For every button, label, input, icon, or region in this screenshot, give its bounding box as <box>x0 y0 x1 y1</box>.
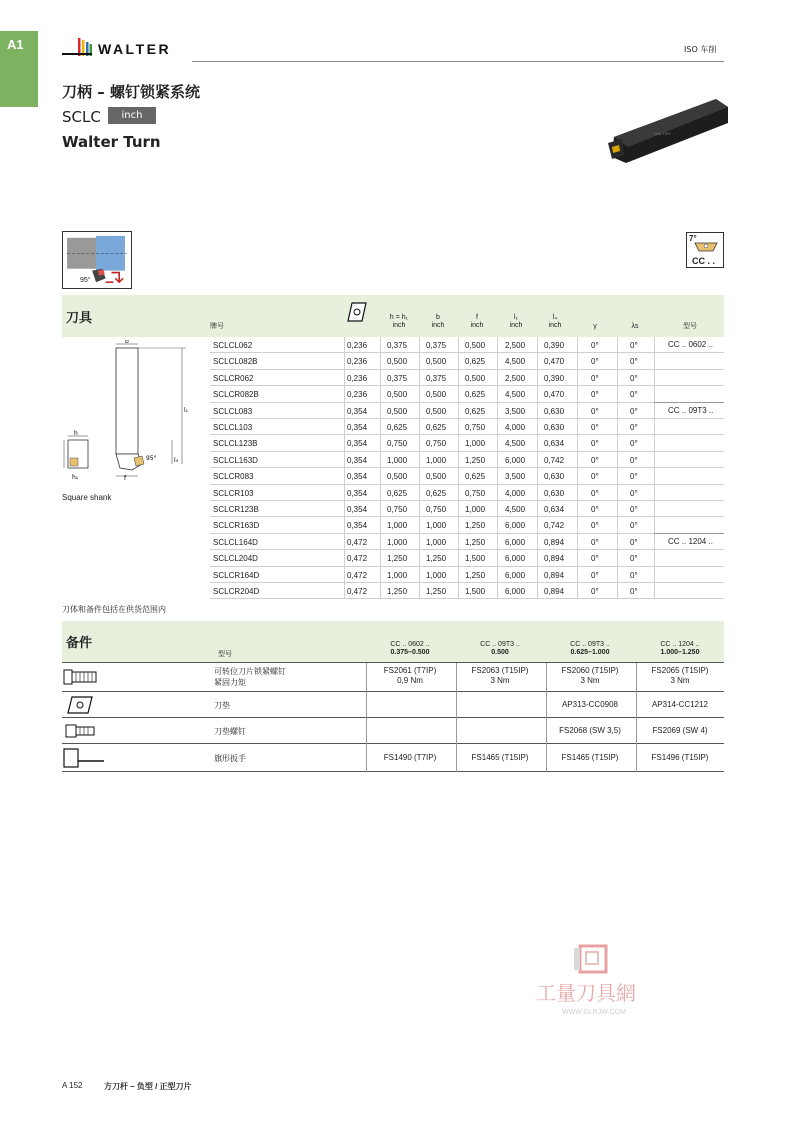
column-divider <box>456 692 457 718</box>
value-cell: 4,500 <box>505 390 526 400</box>
value-cell: 6,000 <box>505 554 526 564</box>
header-divider <box>192 61 724 62</box>
dim-h1-label: h₁ <box>72 474 79 480</box>
part-number-cell <box>546 726 634 736</box>
value-cell: 4,500 <box>505 505 526 514</box>
column-divider <box>366 662 367 692</box>
value-cell: 1,000 <box>387 455 408 465</box>
table-row <box>210 452 724 468</box>
value-cell: 0° <box>630 587 638 596</box>
value-cell: 1,000 <box>426 455 447 465</box>
value-cell: 0,625 <box>465 406 486 416</box>
value-cell: 0,894 <box>544 537 565 547</box>
column-divider <box>456 662 457 692</box>
col-header-lambda: λs <box>631 323 639 330</box>
value-cell: 0,625 <box>465 472 486 482</box>
value-cell: 0° <box>630 570 638 580</box>
part-name <box>214 666 286 688</box>
col-header-l1: l₁ inch <box>509 314 523 329</box>
value-cell: 0,625 <box>465 390 486 400</box>
value-cell: 0° <box>630 423 638 432</box>
value-cell: 0° <box>630 505 638 514</box>
value-cell: 0,354 <box>347 521 368 531</box>
page-number: A 152 <box>62 1081 83 1090</box>
dim-b-label: b <box>125 340 129 345</box>
value-cell: 1,250 <box>387 554 408 564</box>
value-cell: 0° <box>630 341 638 350</box>
value-cell: 1,000 <box>465 505 486 514</box>
value-cell: 0° <box>591 455 599 465</box>
group-divider <box>654 533 724 534</box>
insert-type-group: CC .. 1204 .. <box>668 536 713 546</box>
grade-cell: SCLCL204D <box>213 554 258 564</box>
value-cell: 0,375 <box>387 341 408 350</box>
col-header-type: 型号 <box>683 323 697 330</box>
tools-section-label: 刀具 <box>66 311 93 326</box>
part-number: AP314-CC1212 <box>651 700 709 709</box>
value-cell: 0° <box>591 390 599 400</box>
col-header-f: f inch <box>470 314 484 329</box>
part-number-cell <box>636 726 724 736</box>
value-cell: 0° <box>591 357 599 367</box>
unit-badge: inch <box>108 107 156 124</box>
column-divider <box>456 744 457 772</box>
walter-logo-icon <box>62 38 92 58</box>
value-cell: 0,750 <box>465 423 486 432</box>
part-number-cell <box>546 700 634 710</box>
value-cell: 0,742 <box>544 455 565 465</box>
grade-cell: SCLCR103 <box>213 488 254 498</box>
table-row <box>210 337 724 353</box>
chapter-tab: A1 <box>0 31 38 107</box>
value-cell: 1,000 <box>465 439 486 449</box>
watermark-url: WWW.GLRJW.COM <box>562 1009 626 1016</box>
value-cell: 6,000 <box>505 570 526 580</box>
part-number-cell <box>636 666 724 686</box>
tightening-torque: 3 Nm <box>580 676 600 685</box>
table-row <box>210 583 724 599</box>
grade-cell: SCLCL082B <box>213 357 258 367</box>
part-number: FS2061 (T7IP) <box>383 666 437 675</box>
table-row <box>210 403 724 419</box>
value-cell: 0,742 <box>544 521 565 531</box>
value-cell: 0,472 <box>347 587 368 596</box>
part-name <box>214 700 230 711</box>
value-cell: 1,000 <box>426 570 447 580</box>
value-cell: 0,500 <box>426 406 447 416</box>
column-divider <box>537 337 538 599</box>
table-row <box>210 419 724 435</box>
part-number: FS2065 (T15IP) <box>651 666 709 675</box>
group-divider <box>654 402 724 403</box>
column-divider <box>546 718 547 744</box>
grade-cell: SCLCL083 <box>213 406 253 416</box>
column-divider <box>456 718 457 744</box>
value-cell: 1,000 <box>387 521 408 531</box>
value-cell: 4,000 <box>505 488 526 498</box>
value-cell: 2,500 <box>505 373 526 383</box>
grade-cell: SCLCR083 <box>213 472 254 482</box>
parts-table-top-rule <box>62 662 724 663</box>
part-number: FS2060 (T15IP) <box>561 666 619 675</box>
value-cell: 0,500 <box>387 390 408 400</box>
table-row <box>210 370 724 386</box>
header-category: ISO 车削 <box>684 45 717 54</box>
insert-type-group: CC .. 09T3 .. <box>668 405 714 415</box>
parts-col-header-4: CC .. 1204 .. 1.000–1.250 <box>660 641 700 656</box>
value-cell: 0,894 <box>544 587 565 596</box>
value-cell: 0,750 <box>426 439 447 449</box>
value-cell: 6,000 <box>505 455 526 465</box>
grade-cell: SCLCR163D <box>213 521 260 531</box>
dim-angle-label: 95° <box>146 455 157 462</box>
grade-cell: SCLCR164D <box>213 570 260 580</box>
part-name-line: 可转位刀片锁紧螺钉 <box>214 667 286 676</box>
grade-cell: SCLCL062 <box>213 341 253 350</box>
value-cell: 1,000 <box>426 537 447 547</box>
value-cell: 0,750 <box>426 505 447 514</box>
part-number: FS2068 (SW 3,5) <box>559 726 621 735</box>
column-divider <box>344 337 345 599</box>
column-divider <box>366 692 367 718</box>
value-cell: 0,500 <box>426 357 447 367</box>
value-cell: 0,625 <box>426 488 447 498</box>
value-cell: 0° <box>591 472 599 482</box>
value-cell: 0° <box>630 472 638 482</box>
value-cell: 0,390 <box>544 373 565 383</box>
value-cell: 0,354 <box>347 423 368 432</box>
table-row <box>210 517 724 533</box>
part-number-cell <box>456 666 544 686</box>
column-divider <box>419 337 420 599</box>
value-cell: 1,250 <box>465 455 486 465</box>
table-row <box>210 353 724 369</box>
value-cell: 1,250 <box>465 570 486 580</box>
value-cell: 0,630 <box>544 488 565 498</box>
brand-name: WALTER <box>98 41 172 57</box>
value-cell: 2,500 <box>505 341 526 350</box>
column-divider <box>636 692 637 718</box>
clearance-angle: 7° <box>689 234 697 243</box>
part-name-line: 刀垫 <box>214 701 230 710</box>
value-cell: 0° <box>591 488 599 498</box>
value-cell: 0,634 <box>544 505 565 514</box>
value-cell: 0,500 <box>426 472 447 482</box>
value-cell: 1,000 <box>426 521 447 531</box>
value-cell: 0° <box>591 439 599 449</box>
value-cell: 0,375 <box>426 341 447 350</box>
table-row <box>210 386 724 402</box>
watermark-cn: 工量刀具網 <box>536 981 636 1005</box>
grade-cell: SCLCR062 <box>213 373 254 383</box>
value-cell: 0,354 <box>347 455 368 465</box>
value-cell: 0° <box>591 373 599 383</box>
value-cell: 4,000 <box>505 423 526 432</box>
part-name-line: 旗形扳手 <box>214 754 246 763</box>
grade-cell: SCLCL163D <box>213 455 258 465</box>
shim-icon <box>62 694 108 716</box>
value-cell: 0,472 <box>347 554 368 564</box>
value-cell: 0° <box>630 455 638 465</box>
parts-col-header-3: CC .. 09T3 .. 0.625–1.000 <box>570 641 610 656</box>
value-cell: 0° <box>591 587 599 596</box>
insert-type-group: CC .. 0602 .. <box>668 340 713 349</box>
part-number: FS1490 (T7IP) <box>383 753 437 762</box>
part-name <box>214 753 246 764</box>
value-cell: 0,500 <box>387 406 408 416</box>
insert-type-icon <box>686 232 724 268</box>
tools-table-header <box>62 295 724 337</box>
value-cell: 6,000 <box>505 521 526 531</box>
part-number: FS1465 (T15IP) <box>471 753 529 762</box>
value-cell: 1,500 <box>465 587 486 596</box>
tightening-torque: 3 Nm <box>670 676 690 685</box>
part-name-line: 紧固力矩 <box>214 678 246 687</box>
part-number: AP313-CC0908 <box>561 700 619 709</box>
supply-note: 刀体和备件包括在供货范围内 <box>62 605 166 614</box>
table-row <box>210 550 724 566</box>
value-cell: 0,236 <box>347 357 368 367</box>
table-row <box>210 485 724 501</box>
footer-title: 方刀杆 – 负型 / 正型刀片 <box>104 1082 192 1091</box>
table-row <box>210 567 724 583</box>
insert-type-label: CC . . <box>692 256 716 266</box>
value-cell: 0,894 <box>544 554 565 564</box>
value-cell: 0° <box>630 357 638 367</box>
value-cell: 1,250 <box>465 521 486 531</box>
operation-angle-label: 95° <box>80 277 91 284</box>
value-cell: 1,250 <box>387 587 408 596</box>
value-cell: 0,634 <box>544 439 565 449</box>
part-name <box>214 726 246 737</box>
grade-cell: SCLCL103 <box>213 423 253 432</box>
value-cell: 0° <box>630 521 638 531</box>
value-cell: 3,500 <box>505 406 526 416</box>
column-divider <box>636 662 637 692</box>
svg-text:WALTER: WALTER <box>654 131 671 136</box>
part-number-cell <box>546 666 634 686</box>
part-number: FS2063 (T15IP) <box>471 666 529 675</box>
value-cell: 0,500 <box>426 390 447 400</box>
value-cell: 0,470 <box>544 357 565 367</box>
column-divider <box>636 744 637 772</box>
column-divider <box>546 662 547 692</box>
flag-wrench-icon <box>62 747 108 769</box>
value-cell: 0,472 <box>347 570 368 580</box>
part-number-cell <box>636 753 724 763</box>
part-number: FS1496 (T15IP) <box>651 753 709 762</box>
column-divider <box>654 337 655 599</box>
value-cell: 0,354 <box>347 439 368 449</box>
value-cell: 0,354 <box>347 406 368 416</box>
value-cell: 0° <box>630 554 638 564</box>
diagram-caption: Square shank <box>62 493 112 502</box>
value-cell: 1,250 <box>465 537 486 547</box>
value-cell: 0° <box>591 521 599 531</box>
value-cell: 0,630 <box>544 423 565 432</box>
value-cell: 0,630 <box>544 406 565 416</box>
column-divider <box>636 718 637 744</box>
value-cell: 4,500 <box>505 439 526 449</box>
value-cell: 3,500 <box>505 472 526 482</box>
part-name-line: 刀垫螺钉 <box>214 727 246 736</box>
value-cell: 0,500 <box>387 357 408 367</box>
tightening-torque: 3 Nm <box>490 676 510 685</box>
column-divider <box>577 337 578 599</box>
operation-icon <box>62 231 132 289</box>
value-cell: 4,500 <box>505 357 526 367</box>
parts-row <box>62 718 724 744</box>
value-cell: 0,625 <box>465 357 486 367</box>
value-cell: 0° <box>630 406 638 416</box>
table-row <box>210 534 724 550</box>
dim-h-label: h <box>74 430 78 437</box>
parts-row <box>62 744 724 772</box>
value-cell: 0,236 <box>347 373 368 383</box>
value-cell: 0,750 <box>387 439 408 449</box>
screw-icon <box>62 666 108 688</box>
column-divider <box>458 337 459 599</box>
grade-cell: SCLCL123B <box>213 439 258 449</box>
col-header-grade: 牌号 <box>210 323 224 330</box>
dim-l1-label: l₁ <box>184 407 189 414</box>
parts-col-header-1: CC .. 0602 .. 0.375–0.500 <box>390 641 430 656</box>
value-cell: 0,750 <box>387 505 408 514</box>
page-title: 刀柄 – 螺钉锁紧系统 <box>62 83 200 101</box>
value-cell: 0° <box>591 406 599 416</box>
part-number-cell <box>546 753 634 763</box>
grade-cell: SCLCR204D <box>213 587 260 596</box>
column-divider <box>380 337 381 599</box>
parts-section-label: 备件 <box>66 636 93 651</box>
value-cell: 1,250 <box>426 554 447 564</box>
value-cell: 0,500 <box>387 472 408 482</box>
part-number: FS2069 (SW 4) <box>652 726 708 735</box>
logo-underline <box>62 53 92 55</box>
shank-dimension-diagram <box>62 340 192 480</box>
value-cell: 0,750 <box>465 488 486 498</box>
series-name: Walter Turn <box>62 133 161 151</box>
value-cell: 0,354 <box>347 505 368 514</box>
col-header-gamma: γ <box>593 323 597 330</box>
shim-screw-icon <box>62 720 108 742</box>
value-cell: 0,236 <box>347 390 368 400</box>
insert-shape-icon <box>346 301 368 323</box>
dim-l4-label: l₄ <box>174 457 179 464</box>
part-number-cell <box>366 753 454 763</box>
parts-col-header-2: CC .. 09T3 .. 0.500 <box>480 641 520 656</box>
parts-table-header <box>62 621 724 662</box>
column-divider <box>366 744 367 772</box>
column-divider <box>546 692 547 718</box>
value-cell: 0,354 <box>347 488 368 498</box>
site-watermark <box>536 944 676 1024</box>
value-cell: 0,354 <box>347 472 368 482</box>
value-cell: 0° <box>630 537 638 547</box>
value-cell: 0,390 <box>544 341 565 350</box>
value-cell: 0° <box>630 488 638 498</box>
value-cell: 0,625 <box>387 488 408 498</box>
part-number-cell <box>636 700 724 710</box>
part-number: FS1465 (T15IP) <box>561 753 619 762</box>
value-cell: 6,000 <box>505 537 526 547</box>
value-cell: 0,500 <box>465 341 486 350</box>
value-cell: 0,500 <box>465 373 486 383</box>
parts-row <box>62 692 724 718</box>
grade-cell: SCLCR123B <box>213 505 259 514</box>
value-cell: 0,470 <box>544 390 565 400</box>
value-cell: 0° <box>591 554 599 564</box>
value-cell: 0,236 <box>347 341 368 350</box>
value-cell: 0,625 <box>387 423 408 432</box>
value-cell: 6,000 <box>505 587 526 596</box>
dim-f-label: f <box>124 475 127 480</box>
value-cell: 1,000 <box>387 537 408 547</box>
grade-cell: SCLCL164D <box>213 537 258 547</box>
value-cell: 1,000 <box>387 570 408 580</box>
table-row <box>210 468 724 484</box>
tightening-torque: 0,9 Nm <box>397 676 423 685</box>
value-cell: 0,894 <box>544 570 565 580</box>
column-divider <box>617 337 618 599</box>
column-divider <box>497 337 498 599</box>
tool-holder-image <box>604 95 729 175</box>
value-cell: 0° <box>591 341 599 350</box>
value-cell: 1,500 <box>465 554 486 564</box>
value-cell: 0,630 <box>544 472 565 482</box>
table-row <box>210 435 724 451</box>
value-cell: 0,375 <box>426 373 447 383</box>
table-row <box>210 501 724 517</box>
value-cell: 0,625 <box>426 423 447 432</box>
grade-cell: SCLCR082B <box>213 390 259 400</box>
part-number-cell <box>456 753 544 763</box>
col-header-b: b inch <box>431 314 445 329</box>
parts-col-header-type: 型号 <box>218 651 232 658</box>
col-header-l4: l₄ inch <box>548 314 562 329</box>
column-divider <box>546 744 547 772</box>
column-divider <box>366 718 367 744</box>
value-cell: 0° <box>591 570 599 580</box>
value-cell: 0° <box>630 373 638 383</box>
value-cell: 0° <box>591 505 599 514</box>
value-cell: 0,375 <box>387 373 408 383</box>
parts-row <box>62 662 724 692</box>
value-cell: 0° <box>591 537 599 547</box>
col-header-h: h = h₁ inch <box>389 314 409 329</box>
value-cell: 0,472 <box>347 537 368 547</box>
value-cell: 0° <box>591 423 599 432</box>
value-cell: 0° <box>630 390 638 400</box>
value-cell: 0° <box>630 439 638 449</box>
value-cell: 1,250 <box>426 587 447 596</box>
part-number-cell <box>366 666 454 686</box>
model-name: SCLC <box>62 108 101 126</box>
